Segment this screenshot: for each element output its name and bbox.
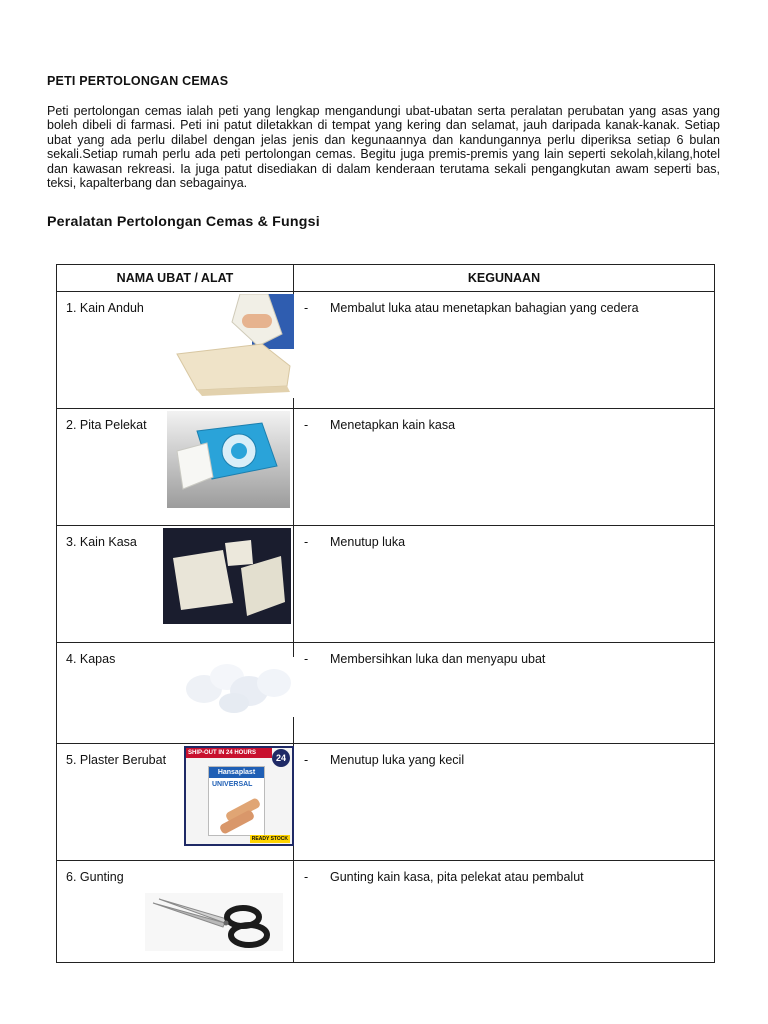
table-row: [57, 409, 715, 526]
table-row: [57, 643, 715, 744]
name-cell: [57, 861, 294, 963]
name-cell: [57, 409, 294, 526]
name-cell: [57, 526, 294, 643]
bullet-dash: -: [304, 753, 309, 767]
plaster-box-photo: [184, 746, 294, 846]
name-cell: [57, 744, 294, 861]
item-use: Membalut luka atau menetapkan bahagian yang cedera: [330, 301, 639, 315]
item-use: Menutup luka yang kecil: [330, 753, 465, 767]
item-name: 5. Plaster Berubat: [66, 753, 167, 767]
use-cell: [294, 744, 715, 861]
intro-paragraph: Peti pertolongan cemas ialah peti yang lengkap mengandungi ubat-ubatan serta peralatan perubatan yang asas yang boleh dibeli di farmasi. Peti ini patut diletakkan di tempat yang kering dan selamat, jauh daripada kanak-kanak. Setiap ubat yang ada perlu dilabel dengan jelas jenis dan kegunaannya dan kandungannya perlu diperiksa setiap 6 bulan sekali.Setiap rumah perlu ada peti pertolongan cemas. Begitu juga premis-premis yang lain seperti sekolah,kilang,hotel dan kawasan rekreasi. Ia juga patut disediakan di dalam kenderaan terutama sekali pengangkutan awam seperti bas, teksi, kapalterbang dan sebagainya.: [47, 104, 720, 191]
product-line: UNIVERSAL: [212, 781, 253, 788]
item-use: Membersihkan luka dan menyapu ubat: [330, 652, 546, 666]
table-row: [57, 526, 715, 643]
brand-label: Hansaplast: [209, 767, 264, 778]
name-cell: [57, 292, 294, 409]
page-title: PETI PERTOLONGAN CEMAS: [47, 74, 229, 88]
bullet-dash: -: [304, 418, 309, 432]
stock-label: READY STOCK: [251, 836, 288, 842]
bullet-dash: -: [304, 870, 309, 884]
scissors-photo: [145, 893, 283, 951]
bullet-dash: -: [304, 301, 309, 315]
arm-sling-photo: [172, 294, 294, 398]
bullet-dash: -: [304, 652, 309, 666]
table-row: [57, 744, 715, 861]
header-use: KEGUNAAN: [294, 265, 715, 292]
item-name: 1. Kain Anduh: [66, 301, 144, 315]
table-header-row: [57, 265, 715, 292]
item-use: Menetapkan kain kasa: [330, 418, 456, 432]
use-cell: [294, 643, 715, 744]
use-cell: [294, 292, 715, 409]
equipment-table: [56, 264, 715, 963]
item-name: 6. Gunting: [66, 870, 124, 884]
use-cell: [294, 409, 715, 526]
item-name: 2. Pita Pelekat: [66, 418, 147, 432]
promo-banner: SHIP-OUT IN 24 HOURS: [186, 748, 272, 758]
use-cell: [294, 526, 715, 643]
bullet-dash: -: [304, 535, 309, 549]
item-name: 4. Kapas: [66, 652, 116, 666]
item-use: Menutup luka: [330, 535, 406, 549]
header-name: NAMA UBAT / ALAT: [57, 265, 294, 292]
table-row: [57, 292, 715, 409]
item-use: Gunting kain kasa, pita pelekat atau pembalut: [330, 870, 584, 884]
section-title: Peralatan Pertolongan Cemas & Fungsi: [47, 214, 320, 230]
item-name: 3. Kain Kasa: [66, 535, 137, 549]
name-cell: [57, 643, 294, 744]
table-row: [57, 861, 715, 963]
use-cell: [294, 861, 715, 963]
tape-dispenser-photo: [167, 411, 290, 508]
cotton-balls-photo: [179, 657, 294, 717]
hours-badge: 24: [272, 749, 290, 767]
gauze-photo: [163, 528, 291, 624]
